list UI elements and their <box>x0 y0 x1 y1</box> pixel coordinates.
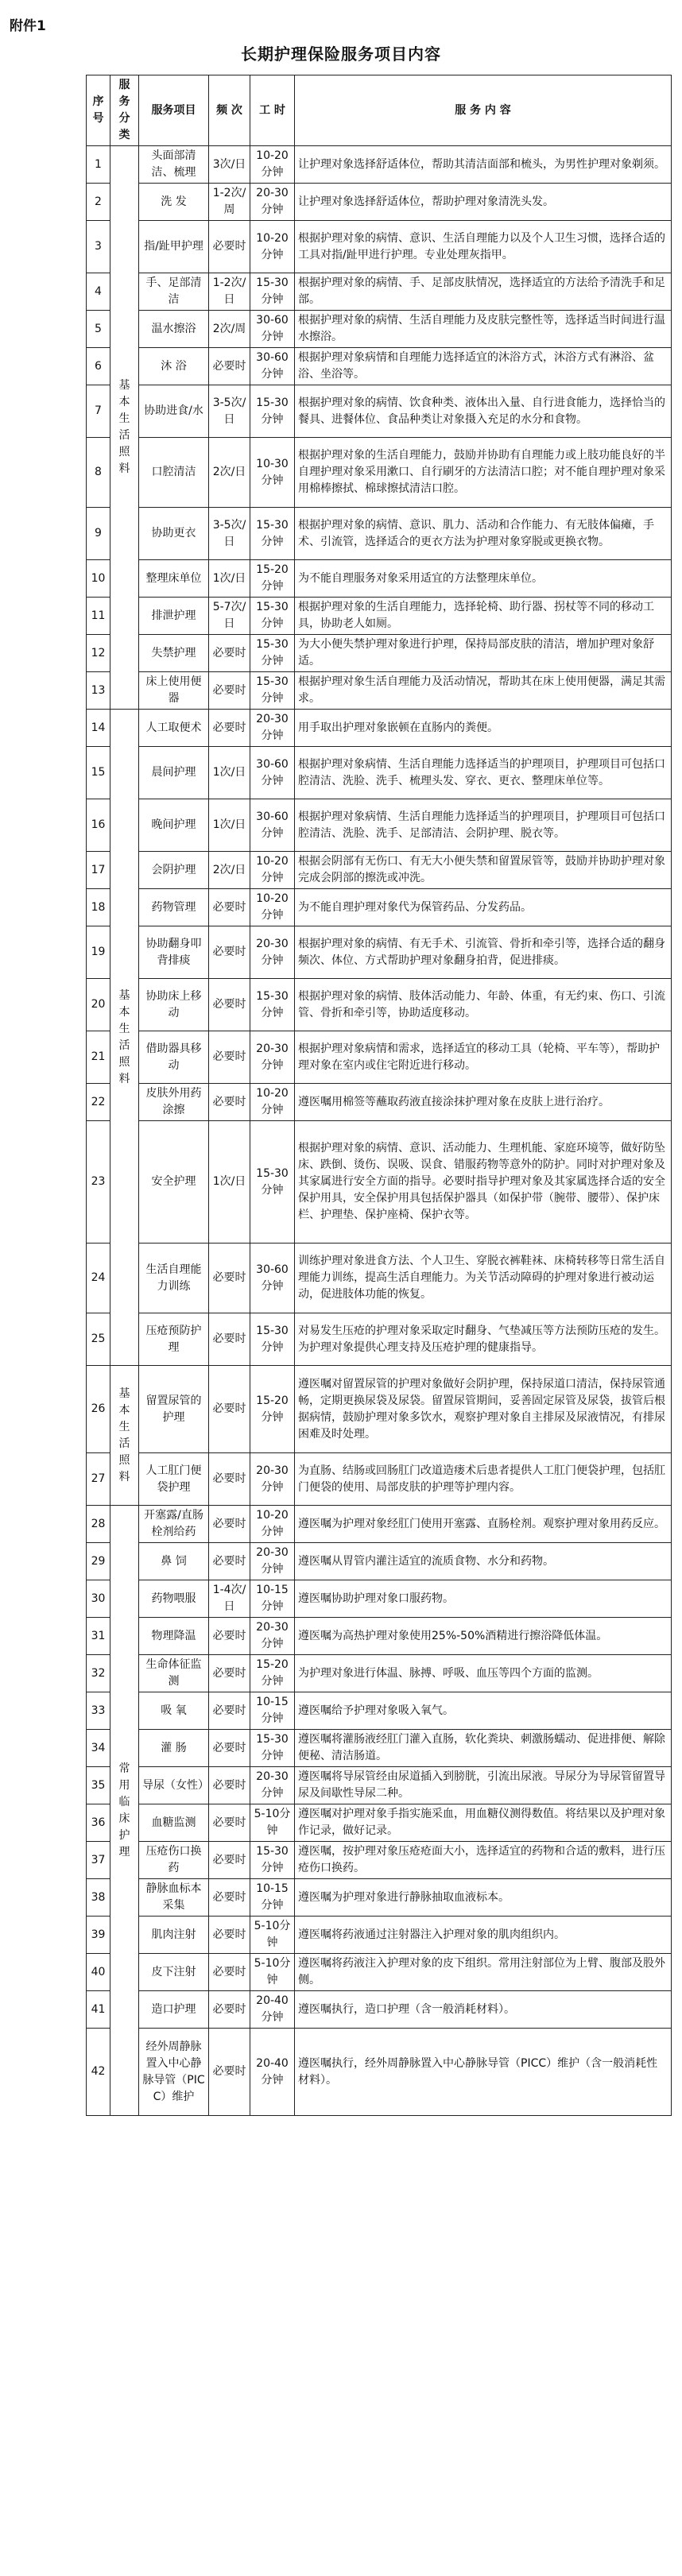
service-item: 沐 浴 <box>139 348 209 385</box>
table-header-row <box>87 75 672 146</box>
service-time: 15-30分钟 <box>250 508 295 560</box>
service-frequency: 2次/日 <box>209 852 250 889</box>
service-item: 排泄护理 <box>139 598 209 635</box>
service-frequency: 1次/日 <box>209 560 250 598</box>
service-frequency: 必要时 <box>209 1031 250 1084</box>
row-number: 14 <box>87 710 110 747</box>
service-item: 协助翻身叩背排痰 <box>139 926 209 979</box>
service-item: 温水擦浴 <box>139 311 209 348</box>
service-time: 5-10分钟 <box>250 1954 295 1991</box>
row-number: 42 <box>87 2029 110 2116</box>
service-item: 头面部清洁、梳理 <box>139 146 209 184</box>
service-time: 20-30分钟 <box>250 1031 295 1084</box>
service-content: 遵医嘱对留置尿管的护理对象做好会阴护理，保持尿道口清洁，保持尿管通畅，定期更换尿袋及尿袋。留置尿管期间，妥善固定尿管及尿袋，拔管后根据病情，鼓励护理对象多饮水，观察护理对象自主排尿及尿液情况，有排尿困难及时处理。 <box>295 1366 672 1453</box>
service-frequency: 1次/日 <box>209 1121 250 1244</box>
service-item: 人工肛门便袋护理 <box>139 1453 209 1506</box>
service-frequency: 1次/日 <box>209 747 250 799</box>
service-content: 遵医嘱给予护理对象吸入氧气。 <box>295 1692 672 1730</box>
service-frequency: 必要时 <box>209 1655 250 1692</box>
service-time: 15-30分钟 <box>250 1313 295 1366</box>
table-row <box>87 710 672 747</box>
service-time: 20-40分钟 <box>250 1991 295 2029</box>
table-row <box>87 1954 672 1991</box>
service-time: 15-30分钟 <box>250 385 295 438</box>
service-content: 根据护理对象的生活自理能力，鼓励并协助有自理能力或上肢功能良好的半自理护理对象采用漱口、自行刷牙的方法清洁口腔；对不能自理护理对象采用棉棒擦拭、棉球擦拭清洁口腔。 <box>295 438 672 508</box>
service-category: 基本生活照料 <box>110 1366 139 1506</box>
service-content: 遵医嘱执行，经外周静脉置入中心静脉导管（PICC）维护（含一般消耗性材料）。 <box>295 2029 672 2116</box>
table-row <box>87 926 672 979</box>
service-content: 对易发生压疮的护理对象采取定时翻身、气垫减压等方法预防压疮的发生。为护理对象提供心理支持及压疮护理的健康指导。 <box>295 1313 672 1366</box>
service-frequency: 必要时 <box>209 1618 250 1655</box>
service-content: 用手取出护理对象嵌顿在直肠内的粪便。 <box>295 710 672 747</box>
service-item: 指/趾甲护理 <box>139 221 209 273</box>
table-row <box>87 508 672 560</box>
service-content: 遵医嘱将导尿管经由尿道插入到膀胱，引流出尿液。导尿分为导尿管留置导尿及间歇性导尿二种。 <box>295 1767 672 1804</box>
service-item: 药物管理 <box>139 889 209 926</box>
service-frequency: 1-4次/日 <box>209 1580 250 1618</box>
row-number: 37 <box>87 1842 110 1879</box>
service-frequency: 必要时 <box>209 889 250 926</box>
service-content: 为不能自理服务对象采用适宜的方法整理床单位。 <box>295 560 672 598</box>
service-item: 人工取便术 <box>139 710 209 747</box>
table-row <box>87 1804 672 1842</box>
service-content: 根据护理对象的病情、手、足部皮肤情况，选择适宜的方法给予清洗手和足部。 <box>295 273 672 311</box>
service-time: 5-10分钟 <box>250 1804 295 1842</box>
row-number: 25 <box>87 1313 110 1366</box>
service-frequency: 必要时 <box>209 348 250 385</box>
row-number: 23 <box>87 1121 110 1244</box>
service-content: 为不能自理护理对象代为保管药品、分发药品。 <box>295 889 672 926</box>
service-content: 遵医嘱执行，造口护理（含一般消耗材料）。 <box>295 1991 672 2029</box>
row-number: 19 <box>87 926 110 979</box>
table-row <box>87 1655 672 1692</box>
col-header-no: 序号 <box>87 75 110 146</box>
service-time: 20-30分钟 <box>250 1618 295 1655</box>
service-frequency: 1次/日 <box>209 799 250 852</box>
service-frequency: 必要时 <box>209 1804 250 1842</box>
row-number: 40 <box>87 1954 110 1991</box>
table-row <box>87 799 672 852</box>
table-row <box>87 438 672 508</box>
row-number: 26 <box>87 1366 110 1453</box>
service-item: 血糖监测 <box>139 1804 209 1842</box>
table-row <box>87 1618 672 1655</box>
table-row <box>87 672 672 710</box>
service-item: 会阴护理 <box>139 852 209 889</box>
service-content: 让护理对象选择舒适体位，帮助护理对象清洗头发。 <box>295 184 672 221</box>
service-time: 15-20分钟 <box>250 1655 295 1692</box>
service-content: 遵医嘱，按护理对象压疮疮面大小，选择适宜的药物和合适的敷料，进行压疮伤口换药。 <box>295 1842 672 1879</box>
service-item: 床上使用便器 <box>139 672 209 710</box>
row-number: 39 <box>87 1917 110 1954</box>
service-content: 为直肠、结肠或回肠肛门改道造瘘术后患者提供人工肛门便袋护理，包括肛门便袋的使用、局部皮肤的护理等护理内容。 <box>295 1453 672 1506</box>
service-item: 安全护理 <box>139 1121 209 1244</box>
service-time: 10-15分钟 <box>250 1580 295 1618</box>
table-row <box>87 1506 672 1543</box>
service-frequency: 1-2次/日 <box>209 273 250 311</box>
service-category: 基本生活照料 <box>110 710 139 1366</box>
service-item: 吸 氧 <box>139 1692 209 1730</box>
table-row <box>87 1917 672 1954</box>
service-time: 30-60分钟 <box>250 747 295 799</box>
service-item: 生命体征监测 <box>139 1655 209 1692</box>
service-content: 根据护理对象的病情、肢体活动能力、年龄、体重，有无约束、伤口、引流管、骨折和牵引等，协助适度移动。 <box>295 979 672 1031</box>
service-category: 基本生活照料 <box>110 146 139 710</box>
service-item: 鼻 饲 <box>139 1543 209 1580</box>
service-frequency: 必要时 <box>209 672 250 710</box>
service-frequency: 必要时 <box>209 1543 250 1580</box>
row-number: 17 <box>87 852 110 889</box>
service-time: 15-30分钟 <box>250 1842 295 1879</box>
service-item: 造口护理 <box>139 1991 209 2029</box>
col-header-frequency: 频 次 <box>209 75 250 146</box>
row-number: 31 <box>87 1618 110 1655</box>
row-number: 8 <box>87 438 110 508</box>
row-number: 34 <box>87 1730 110 1767</box>
service-content: 根据护理对象的病情、意识、生活自理能力以及个人卫生习惯，选择合适的工具对指/趾甲进行护理。专业处理灰指甲。 <box>295 221 672 273</box>
service-frequency: 必要时 <box>209 1917 250 1954</box>
row-number: 29 <box>87 1543 110 1580</box>
service-item: 静脉血标本采集 <box>139 1879 209 1917</box>
row-number: 4 <box>87 273 110 311</box>
service-time: 10-15分钟 <box>250 1879 295 1917</box>
service-content: 遵医嘱为高热护理对象使用25%-50%酒精进行擦浴降低体温。 <box>295 1618 672 1655</box>
service-time: 30-60分钟 <box>250 311 295 348</box>
table-row <box>87 1031 672 1084</box>
service-item: 开塞露/直肠栓剂给药 <box>139 1506 209 1543</box>
service-time: 15-30分钟 <box>250 635 295 672</box>
service-time: 30-60分钟 <box>250 1244 295 1313</box>
row-number: 12 <box>87 635 110 672</box>
service-time: 20-30分钟 <box>250 1543 295 1580</box>
service-item: 导尿（女性） <box>139 1767 209 1804</box>
table-row <box>87 385 672 438</box>
row-number: 41 <box>87 1991 110 2029</box>
table-row <box>87 1543 672 1580</box>
row-number: 5 <box>87 311 110 348</box>
row-number: 6 <box>87 348 110 385</box>
service-time: 30-60分钟 <box>250 348 295 385</box>
table-row <box>87 1692 672 1730</box>
service-time: 10-20分钟 <box>250 221 295 273</box>
table-row <box>87 1244 672 1313</box>
row-number: 27 <box>87 1453 110 1506</box>
row-number: 28 <box>87 1506 110 1543</box>
service-time: 15-30分钟 <box>250 273 295 311</box>
service-time: 20-30分钟 <box>250 1453 295 1506</box>
table-row <box>87 1879 672 1917</box>
table-row <box>87 747 672 799</box>
service-frequency: 3-5次/日 <box>209 385 250 438</box>
row-number: 21 <box>87 1031 110 1084</box>
service-content: 根据护理对象的病情、意识、活动能力、生理机能、家庭环境等，做好防坠床、跌倒、烫伤、误吸、误食、错服药物等意外的防护。同时对护理对象及其家属进行安全方面的指导。必要时指导护理对象及其家属选择合适的安全保护用具，安全保护用具包括保护器具（如保护带（腕带、腰带）、保护床栏、护理垫、保护座椅、保护衣等。 <box>295 1121 672 1244</box>
service-frequency: 必要时 <box>209 635 250 672</box>
service-content: 遵医嘱协助护理对象口服药物。 <box>295 1580 672 1618</box>
service-frequency: 3-5次/日 <box>209 508 250 560</box>
col-header-item: 服务项目 <box>139 75 209 146</box>
service-content: 根据护理对象的生活自理能力，选择轮椅、助行器、拐杖等不同的移动工具，协助老人如厕。 <box>295 598 672 635</box>
service-time: 5-10分钟 <box>250 1917 295 1954</box>
service-frequency: 1-2次/周 <box>209 184 250 221</box>
service-item: 灌 肠 <box>139 1730 209 1767</box>
row-number: 35 <box>87 1767 110 1804</box>
col-header-content: 服 务 内 容 <box>295 75 672 146</box>
service-time: 10-20分钟 <box>250 889 295 926</box>
service-content: 根据会阴部有无伤口、有无大小便失禁和留置尿管等，鼓励并协助护理对象完成会阴部的擦洗或冲洗。 <box>295 852 672 889</box>
service-content: 遵医嘱将灌肠液经肛门灌入直肠，软化粪块、刺激肠蠕动、促进排便、解除便秘、清洁肠道。 <box>295 1730 672 1767</box>
service-frequency: 必要时 <box>209 1506 250 1543</box>
col-header-time: 工 时 <box>250 75 295 146</box>
table-row <box>87 348 672 385</box>
document-title: 长期护理保险服务项目内容 <box>241 44 441 64</box>
service-item: 借助器具移动 <box>139 1031 209 1084</box>
table-row <box>87 1767 672 1804</box>
table-row <box>87 273 672 311</box>
table-row <box>87 1730 672 1767</box>
service-time: 15-30分钟 <box>250 1730 295 1767</box>
table-row <box>87 1366 672 1453</box>
service-item: 协助更衣 <box>139 508 209 560</box>
service-content: 根据护理对象病情和需求，选择适宜的移动工具（轮椅、平车等），帮助护理对象在室内或住宅附近进行移动。 <box>295 1031 672 1084</box>
table-row <box>87 2029 672 2116</box>
table-row <box>87 221 672 273</box>
row-number: 20 <box>87 979 110 1031</box>
service-content: 遵医嘱将药液通过注射器注入护理对象的肌肉组织内。 <box>295 1917 672 1954</box>
service-time: 15-20分钟 <box>250 560 295 598</box>
service-item: 洗 发 <box>139 184 209 221</box>
service-item: 协助进食/水 <box>139 385 209 438</box>
service-content: 为护理对象进行体温、脉搏、呼吸、血压等四个方面的监测。 <box>295 1655 672 1692</box>
service-content: 根据护理对象的病情、饮食种类、液体出入量、自行进食能力，选择恰当的餐具、进餐体位、食品种类让对象摄入充足的水分和食物。 <box>295 385 672 438</box>
service-item: 压疮伤口换药 <box>139 1842 209 1879</box>
service-content: 根据护理对象的病情、意识、肌力、活动和合作能力、有无肢体偏瘫，手术、引流管，选择适合的更衣方法为护理对象穿脱或更换衣物。 <box>295 508 672 560</box>
service-frequency: 必要时 <box>209 1767 250 1804</box>
service-content: 遵医嘱用棉签等蘸取药液直接涂抹护理对象在皮肤上进行治疗。 <box>295 1084 672 1121</box>
row-number: 38 <box>87 1879 110 1917</box>
service-time: 20-40分钟 <box>250 2029 295 2116</box>
service-time: 10-20分钟 <box>250 1084 295 1121</box>
service-item: 失禁护理 <box>139 635 209 672</box>
row-number: 24 <box>87 1244 110 1313</box>
service-time: 20-30分钟 <box>250 1767 295 1804</box>
service-frequency: 2次/日 <box>209 438 250 508</box>
service-time: 20-30分钟 <box>250 710 295 747</box>
service-item: 留置尿管的护理 <box>139 1366 209 1453</box>
service-content: 根据护理对象病情、生活自理能力选择适当的护理项目，护理项目可包括口腔清洁、洗脸、洗手、足部清洁、会阴护理、脱衣等。 <box>295 799 672 852</box>
table-row <box>87 889 672 926</box>
table-row <box>87 1084 672 1121</box>
service-time: 15-20分钟 <box>250 1366 295 1453</box>
service-frequency: 必要时 <box>209 1842 250 1879</box>
row-number: 3 <box>87 221 110 273</box>
table-row <box>87 1453 672 1506</box>
service-item: 药物喂服 <box>139 1580 209 1618</box>
service-frequency: 必要时 <box>209 1244 250 1313</box>
row-number: 36 <box>87 1804 110 1842</box>
service-content: 遵医嘱为护理对象经肛门使用开塞露、直肠栓剂。观察护理对象用药反应。 <box>295 1506 672 1543</box>
service-item: 肌肉注射 <box>139 1917 209 1954</box>
service-frequency: 必要时 <box>209 1954 250 1991</box>
row-number: 15 <box>87 747 110 799</box>
service-item: 晚间护理 <box>139 799 209 852</box>
row-number: 10 <box>87 560 110 598</box>
row-number: 11 <box>87 598 110 635</box>
table-row <box>87 1121 672 1244</box>
service-content: 为大小便失禁护理对象进行护理，保持局部皮肤的清洁，增加护理对象舒适。 <box>295 635 672 672</box>
row-number: 9 <box>87 508 110 560</box>
service-time: 15-30分钟 <box>250 598 295 635</box>
table-row <box>87 184 672 221</box>
table-row <box>87 146 672 184</box>
table-row <box>87 979 672 1031</box>
service-item: 整理床单位 <box>139 560 209 598</box>
service-frequency: 3次/日 <box>209 146 250 184</box>
table-row <box>87 598 672 635</box>
service-content: 根据护理对象的病情、有无手术、引流管、骨折和牵引等，选择合适的翻身频次、体位、方式帮助护理对象翻身拍背，促进排痰。 <box>295 926 672 979</box>
service-frequency: 2次/周 <box>209 311 250 348</box>
table-row <box>87 1313 672 1366</box>
service-content: 遵医嘱将药液注入护理对象的皮下组织。常用注射部位为上臂、腹部及股外侧。 <box>295 1954 672 1991</box>
service-time: 10-20分钟 <box>250 1506 295 1543</box>
service-content: 遵医嘱为护理对象进行静脉抽取血液标本。 <box>295 1879 672 1917</box>
service-category: 常用临床护理 <box>110 1506 139 2116</box>
row-number: 22 <box>87 1084 110 1121</box>
service-frequency: 必要时 <box>209 1313 250 1366</box>
service-time: 10-20分钟 <box>250 852 295 889</box>
service-time: 15-30分钟 <box>250 979 295 1031</box>
service-content: 根据护理对象的病情、生活自理能力及皮肤完整性等，选择适当时间进行温水擦浴。 <box>295 311 672 348</box>
service-item: 经外周静脉置入中心静脉导管（PICC）维护 <box>139 2029 209 2116</box>
table-row <box>87 1580 672 1618</box>
row-number: 16 <box>87 799 110 852</box>
service-item: 晨间护理 <box>139 747 209 799</box>
table-row <box>87 852 672 889</box>
service-content: 遵医嘱从胃管内灌注适宜的流质食物、水分和药物。 <box>295 1543 672 1580</box>
service-item: 手、足部清洁 <box>139 273 209 311</box>
service-content: 让护理对象选择舒适体位，帮助其清洁面部和梳头，为男性护理对象剃须。 <box>295 146 672 184</box>
row-number: 7 <box>87 385 110 438</box>
service-time: 20-30分钟 <box>250 184 295 221</box>
service-time: 10-15分钟 <box>250 1692 295 1730</box>
row-number: 18 <box>87 889 110 926</box>
service-item: 物理降温 <box>139 1618 209 1655</box>
service-item: 生活自理能力训练 <box>139 1244 209 1313</box>
service-frequency: 必要时 <box>209 1453 250 1506</box>
service-time: 20-30分钟 <box>250 926 295 979</box>
col-header-category: 服务分类 <box>110 75 139 146</box>
attachment-label: 附件1 <box>10 18 46 34</box>
service-content: 遵医嘱对护理对象手指实施采血，用血糖仪测得数值。将结果以及护理对象作记录，做好记录。 <box>295 1804 672 1842</box>
row-number: 2 <box>87 184 110 221</box>
service-frequency: 必要时 <box>209 1366 250 1453</box>
row-number: 32 <box>87 1655 110 1692</box>
service-time: 15-30分钟 <box>250 672 295 710</box>
table-row <box>87 560 672 598</box>
service-time: 15-30分钟 <box>250 1121 295 1244</box>
service-frequency: 必要时 <box>209 710 250 747</box>
service-item: 压疮预防护理 <box>139 1313 209 1366</box>
service-frequency: 必要时 <box>209 221 250 273</box>
service-frequency: 必要时 <box>209 979 250 1031</box>
row-number: 30 <box>87 1580 110 1618</box>
table-row <box>87 311 672 348</box>
row-number: 33 <box>87 1692 110 1730</box>
table-row <box>87 635 672 672</box>
service-item: 口腔清洁 <box>139 438 209 508</box>
service-content: 根据护理对象病情和自理能力选择适宜的沐浴方式，沐浴方式有淋浴、盆浴、坐浴等。 <box>295 348 672 385</box>
service-item: 协助床上移动 <box>139 979 209 1031</box>
row-number: 1 <box>87 146 110 184</box>
service-table <box>86 75 672 2116</box>
row-number: 13 <box>87 672 110 710</box>
service-item: 皮下注射 <box>139 1954 209 1991</box>
service-content: 根据护理对象病情、生活自理能力选择适当的护理项目，护理项目可包括口腔清洁、洗脸、洗手、梳理头发、穿衣、更衣、整理床单位等。 <box>295 747 672 799</box>
service-frequency: 必要时 <box>209 926 250 979</box>
service-frequency: 必要时 <box>209 1991 250 2029</box>
service-frequency: 必要时 <box>209 1879 250 1917</box>
service-frequency: 必要时 <box>209 2029 250 2116</box>
service-content: 根据护理对象生活自理能力及活动情况，帮助其在床上使用便器，满足其需求。 <box>295 672 672 710</box>
table-row <box>87 1842 672 1879</box>
service-frequency: 必要时 <box>209 1730 250 1767</box>
service-content: 训练护理对象进食方法、个人卫生、穿脱衣裤鞋袜、床椅转移等日常生活自理能力训练，提高生活自理能力。为关节活动障碍的护理对象进行被动运动，促进肢体功能的恢复。 <box>295 1244 672 1313</box>
service-frequency: 5-7次/日 <box>209 598 250 635</box>
service-frequency: 必要时 <box>209 1084 250 1121</box>
service-time: 30-60分钟 <box>250 799 295 852</box>
service-time: 10-20分钟 <box>250 146 295 184</box>
service-time: 10-30分钟 <box>250 438 295 508</box>
service-frequency: 必要时 <box>209 1692 250 1730</box>
table-row <box>87 1991 672 2029</box>
service-item: 皮肤外用药涂擦 <box>139 1084 209 1121</box>
